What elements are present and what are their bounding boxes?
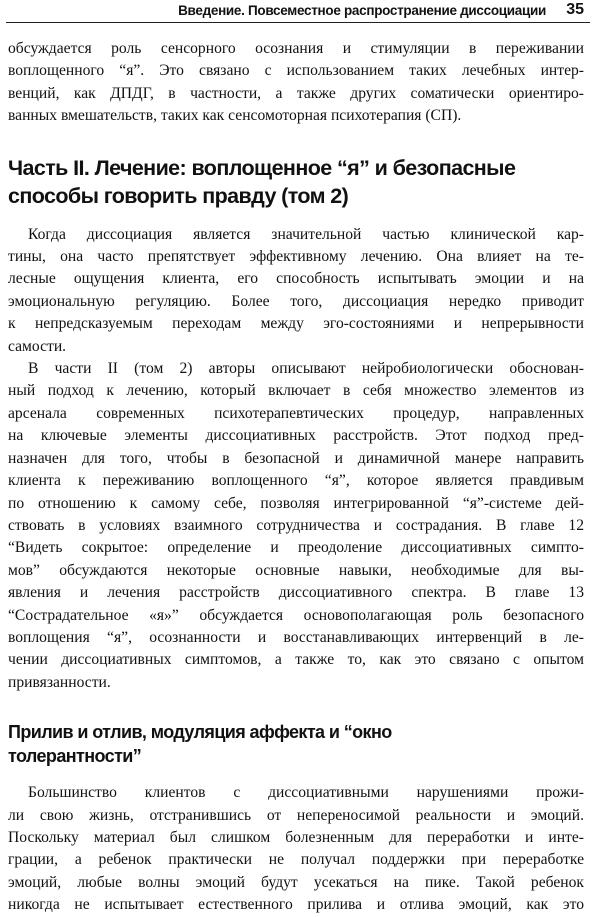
heading-line: Часть II. Лечение: воплощенное “я” и безопасные (8, 155, 516, 180)
text-line: эмоциональную регуляцию. Более того, диссоциация нередко приводит (8, 292, 584, 310)
text-line: обсуждается роль сенсорного осознания и стимуляции в переживании (8, 40, 584, 57)
running-head (6, 0, 590, 23)
text-line: привязанности. (8, 673, 111, 691)
text-line: ный подход к лечению, который включает в себя множество элементов из (8, 382, 584, 400)
text-line: мов” обсуждаются некоторые основные навыки, необходимые для вы- (8, 561, 584, 579)
text-line: “Сострадательное «я»” обсуждается основополагающая роль безопасного (8, 606, 584, 624)
text-line: венций, как ДПДГ, в частности, а также других соматически ориентиро- (8, 84, 584, 102)
heading-line: способы говорить правду (том 2) (8, 183, 349, 208)
text-line: никогда не испытывает естественного прилива и отлива эмоций, как это (8, 896, 584, 914)
text-line: грации, а ребенок практически не получал поддержки при переработке (8, 851, 584, 869)
text-line: Поскольку материал был слишком болезненным для переработки и инте- (8, 828, 584, 846)
text-line: “Видеть сокрытое: определение и преодоление диссоциативных симпто- (8, 539, 584, 557)
text-line: В части II (том 2) авторы описывают нейробиологически обоснован- (28, 360, 584, 378)
text-line: явления и лечения расстройств диссоциативного спектра. В главе 13 (8, 584, 584, 602)
text-line: тины, она часто препятствует эффективному лечению. Она влияет на те- (8, 248, 584, 266)
heading-line: Прилив и отлив, модуляция аффекта и “окно (8, 722, 392, 743)
text-line: воплощения “я”, осознанности и восстанавливающих интервенций в ле- (8, 628, 584, 646)
page-number: 35 (566, 1, 584, 18)
text-line: эмоций, любые волны эмоций будут усекаться на пике. Такой ребенок (8, 873, 584, 891)
text-line: самости. (8, 337, 67, 355)
text-line: ли свою жизнь, отстранившись от непереносимой реальности и эмоций. (8, 806, 584, 824)
text-line: воплощенного “я”. Это связано с использованием таких лечебных интер- (8, 62, 584, 80)
section-heading (8, 720, 584, 768)
heading-line: толерантности” (8, 746, 142, 767)
text-line: ствовать в условиях взаимного сотрудничества и сострадания. В главе 12 (8, 516, 584, 534)
text-line: по отношению к самому себе, позволяя интегрированной “я”-системе дей- (8, 494, 584, 512)
text-line: к непредсказуемым переходам между эго-состояниями и непрерывности (8, 315, 584, 333)
text-line: арсенала современных психотерапевтических процедур, направленных (8, 404, 584, 422)
text-line: клиента к переживанию воплощенного “я”, которое является правдивым (8, 472, 584, 490)
body-text (8, 38, 584, 917)
paragraph (8, 358, 584, 694)
running-head-title: Введение. Повсеместное распространение диссоциации (178, 3, 546, 18)
text-line: Когда диссоциация является значительной частью клинической кар- (28, 225, 584, 243)
paragraph (8, 782, 584, 916)
paragraph (8, 224, 584, 358)
intro-paragraph (8, 38, 584, 128)
part-heading (8, 154, 584, 210)
text-line: назначен для того, чтобы в безопасной и динамичной манере направить (8, 449, 584, 467)
text-line: Большинство клиентов с диссоциативными нарушениями прожи- (28, 784, 584, 802)
text-line: ванных вмешательств, таких как сенсомоторная психотерапия (СП). (8, 107, 462, 125)
text-line: на ключевые элементы диссоциативных расстройств. Этот подход пред- (8, 427, 584, 445)
text-line: лесные ощущения клиента, его способность испытывать эмоции и на (8, 270, 584, 288)
text-line: чении диссоциативных симптомов, а также то, как это связано с опытом (8, 651, 584, 669)
